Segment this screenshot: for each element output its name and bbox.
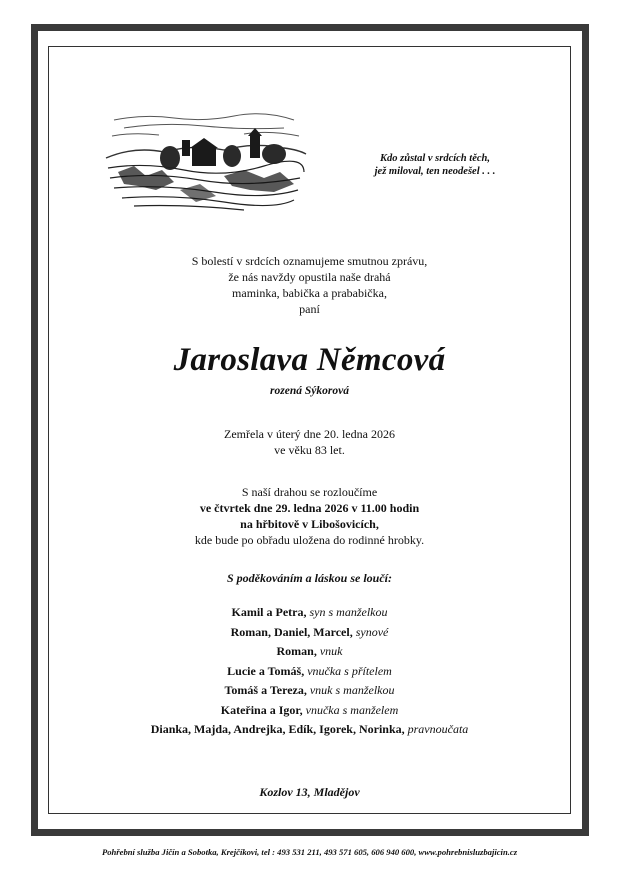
mourner-line	[0, 662, 619, 682]
intro-line-2: že nás navždy opustila naše drahá	[228, 270, 391, 284]
motto-quote	[360, 152, 510, 178]
mourner-names: Lucie a Tomáš,	[227, 663, 305, 678]
motto-line-2: jež miloval, ten neodešel . . .	[374, 166, 496, 177]
mourners-list	[0, 603, 619, 740]
mourner-relation: vnučka s přítelem	[307, 663, 392, 678]
thanks-heading: S poděkováním a láskou se loučí:	[226, 571, 392, 585]
mourner-relation: vnučka s manželem	[305, 702, 399, 717]
mourner-names: Kateřina a Igor,	[220, 702, 303, 717]
mourner-names: Roman, Daniel, Marcel,	[230, 624, 353, 639]
funeral-place: na hřbitově v Libošovicích,	[240, 517, 379, 531]
mourner-line	[0, 681, 619, 701]
intro-line-4: paní	[299, 302, 320, 316]
intro-line-3: maminka, babička a prababička,	[232, 286, 387, 300]
mourner-relation: vnuk	[319, 644, 343, 658]
mourner-line	[0, 720, 619, 740]
mourner-line	[0, 623, 619, 643]
mourner-line	[0, 642, 619, 662]
mourner-line	[0, 603, 619, 623]
funeral-info	[0, 484, 619, 548]
landscape-illustration	[104, 106, 308, 214]
announcement-intro	[0, 253, 619, 317]
funeral-line-4: kde bude po obřadu uložena do rodinné hrobky.	[194, 533, 425, 547]
maiden-name: rozená Sýkorová	[270, 385, 349, 397]
family-address: Kozlov 13, Mladějov	[259, 785, 360, 799]
mourner-relation: syn s manželkou	[309, 605, 388, 619]
intro-line-1: S bolestí v srdcích oznamujeme smutnou zprávu,	[191, 254, 428, 268]
mourner-relation: pravnoučata	[407, 722, 469, 736]
mourner-names: Roman,	[276, 644, 317, 658]
mourner-line	[0, 701, 619, 721]
funeral-date: ve čtvrtek dne 29. ledna 2026 v 11.00 hodin	[199, 501, 420, 515]
mourner-relation: synové	[355, 624, 389, 639]
mourner-names: Dianka, Majda, Andrejka, Edík, Igorek, Norinka,	[150, 722, 405, 736]
deceased-name: Jaroslava Němcová	[173, 342, 446, 378]
funeral-line-1: S naší drahou se rozloučíme	[241, 485, 378, 499]
death-line-1: Zemřela v úterý dne 20. ledna 2026	[224, 427, 395, 441]
mourner-relation: vnuk s manželkou	[309, 683, 395, 697]
death-line-2: ve věku 83 let.	[274, 443, 345, 457]
death-info	[0, 426, 619, 458]
mourner-names: Kamil a Petra,	[231, 605, 307, 619]
funeral-service-footer: Pohřební služba Jičín a Sobotka, Krejčíkovi, tel : 493 531 211, 493 571 605, 606 940 600, www.pohrebnisluzbajicin.cz	[101, 847, 518, 857]
mourner-names: Tomáš a Tereza,	[224, 683, 307, 697]
motto-line-1: Kdo zůstal v srdcích těch,	[380, 153, 490, 164]
